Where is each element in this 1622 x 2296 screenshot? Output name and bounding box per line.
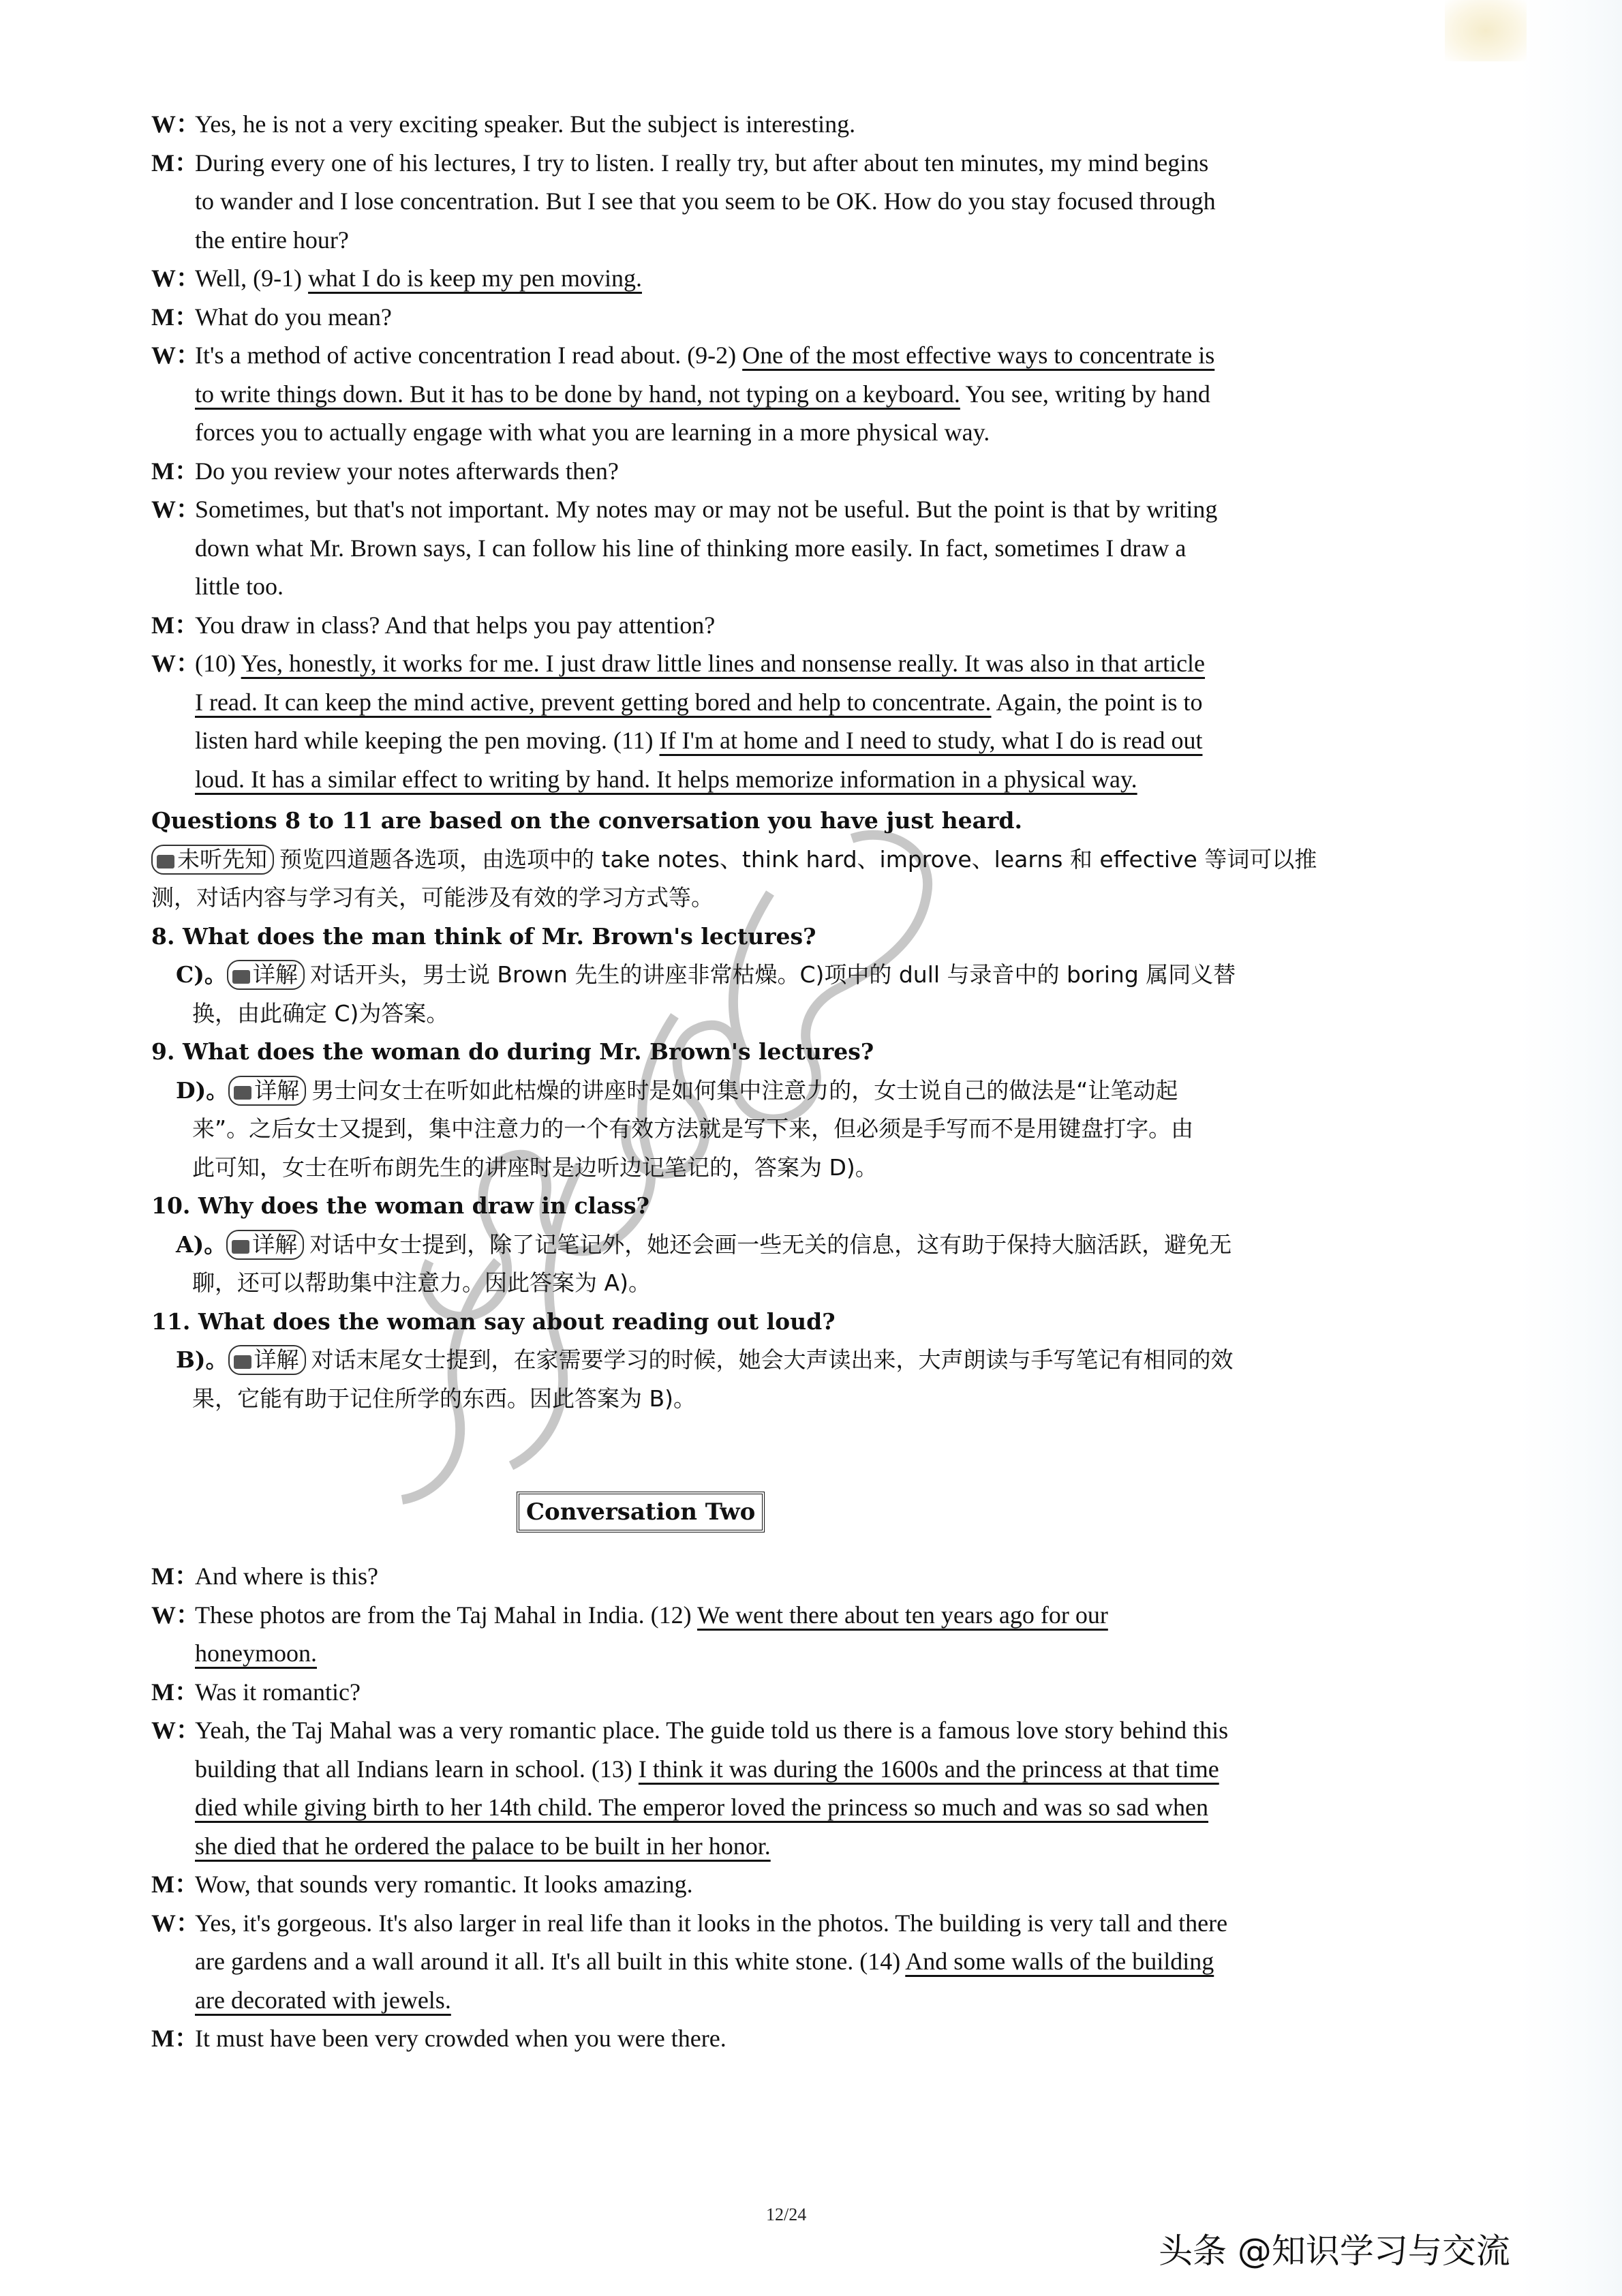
question-text: 8. What does the man think of Mr. Brown's lectures? [151, 922, 816, 950]
explanation-text: 对话末尾女士提到，在家需要学习的时候，她会大声读出来，大声朗读与手写笔记有相同的效 [311, 1346, 1234, 1373]
underlined-answer-text: she died that he ordered the palace to be built in her honor. [195, 1832, 771, 1860]
answer-letter: B)。 [176, 1346, 228, 1373]
folder-icon [234, 1086, 251, 1100]
speaker-label: M： [151, 303, 199, 331]
underlined-answer-text: what I do is keep my pen moving. [308, 265, 642, 292]
text-run: It's a method of active concentration I read about. (9-2) [195, 342, 743, 369]
text-run: (10) [195, 650, 241, 677]
speaker-label: M： [151, 1562, 199, 1590]
explanation-text: 来”。之后女士又提到，集中注意力的一个有效方法就是写下来，但必须是手写而不是用键盘打字。由 [192, 1115, 1194, 1142]
explanation-text: 对话开头，男士说 Brown 先生的讲座非常枯燥。C)项中的 dull 与录音中的 boring 属同义替 [309, 961, 1236, 988]
text-line [151, 882, 714, 913]
text-line [151, 921, 816, 952]
text-run: Sometimes, but that's not important. My notes may or may not be useful. But the point is that by writing [195, 496, 1218, 523]
explanation-text: 对话中女士提到，除了记笔记外，她还会画一些无关的信息，这有助于保持大脑活跃，避免无 [309, 1230, 1232, 1258]
speaker-label: W： [151, 265, 201, 292]
text-line [151, 533, 1186, 563]
text-line [151, 571, 284, 601]
text-run: to wander and I lose concentration. But I see that you seem to be OK. How do you stay focused through [195, 187, 1216, 215]
explanation-text: 聊，还可以帮助集中注意力。因此答案为 A)。 [192, 1269, 651, 1296]
text-run: Well, (9-1) [195, 265, 309, 292]
text-line [151, 186, 1216, 216]
text-run: Yeah, the Taj Mahal was a very romantic place. The guide told us there is a famous love story behind this [195, 1717, 1229, 1744]
folder-icon [232, 1240, 249, 1254]
text-line [151, 805, 1022, 836]
speaker-label: M： [151, 611, 199, 639]
folder-icon [157, 855, 174, 868]
text-line [151, 1561, 378, 1591]
explanation-text: 男士问女士在听如此枯燥的讲座时是如何集中注意力的，女士说自己的做法是“让笔动起 [311, 1076, 1178, 1104]
text-line [151, 456, 619, 486]
text-line [151, 1946, 1214, 1976]
text-line [151, 725, 1202, 755]
underlined-answer-text: died while giving birth to her 14th child. The emperor loved the princess so much and was so sad when [195, 1794, 1209, 1821]
explanation-tag: 详解 [228, 1076, 306, 1106]
explanation-text: 此可知，女士在听布朗先生的讲座时是边听边记笔记的，答案为 D)。 [192, 1153, 878, 1181]
text-line [151, 610, 715, 640]
text-line [176, 1344, 1234, 1375]
speaker-label: M： [151, 149, 199, 177]
text-line [176, 959, 1236, 990]
speaker-label: W： [151, 650, 201, 677]
question-text: 9. What does the woman do during Mr. Brown's lectures? [151, 1038, 874, 1065]
text-run: You draw in class? And that helps you pay attention? [195, 611, 716, 639]
speaker-label: W： [151, 1601, 201, 1629]
text-run: Again, the point is to [991, 688, 1203, 716]
underlined-answer-text: One of the most effective ways to concentrate is [742, 342, 1215, 369]
text-run: Wow, that sounds very romantic. It looks amazing. [195, 1871, 693, 1898]
speaker-label: W： [151, 1717, 201, 1744]
speaker-label: M： [151, 1871, 199, 1898]
preview-text: 测，对话内容与学习有关，可能涉及有效的学习方式等。 [151, 884, 714, 911]
text-line [151, 148, 1208, 178]
text-run: And where is this? [195, 1562, 378, 1590]
question-text: 10. Why does the woman draw in class? [151, 1192, 649, 1219]
text-line [151, 2023, 726, 2053]
text-line [151, 302, 392, 332]
speaker-label: W： [151, 342, 201, 369]
text-line [151, 1190, 649, 1221]
text-run: little too. [195, 573, 284, 600]
text-run: Yes, it's gorgeous. It's also larger in real life than it looks in the photos. The building is very tall and there [195, 1909, 1228, 1937]
text-line [192, 1113, 1193, 1144]
text-line [192, 1152, 878, 1183]
watermark-brand: 头条 @知识学习与交流 [1159, 2231, 1510, 2271]
text-line [151, 417, 990, 447]
underlined-answer-text: to write things down. But it has to be done by hand, not typing on a keyboard. [195, 380, 960, 408]
question-text: 11. What does the woman say about reading out loud? [151, 1308, 836, 1335]
text-line [151, 1306, 836, 1337]
underlined-answer-text: If I'm at home and I need to study, what I do is read out [659, 727, 1203, 754]
text-line [151, 494, 1217, 524]
text-line [151, 687, 1203, 717]
preview-tag: 未听先知 [151, 845, 274, 875]
text-run: During every one of his lectures, I try to listen. I really try, but after about ten minutes, my mind begins [195, 149, 1209, 177]
scan-stain [1445, 0, 1527, 61]
text-run: are gardens and a wall around it all. It's all built in this white stone. (14) [195, 1948, 906, 1975]
conversation-two-title: Conversation Two [517, 1492, 765, 1532]
speaker-label: M： [151, 2025, 199, 2052]
text-line [151, 263, 642, 293]
underlined-answer-text: And some walls of the building [905, 1948, 1214, 1975]
text-run: What do you mean? [195, 303, 392, 331]
text-line [151, 225, 349, 255]
speaker-label: M： [151, 457, 199, 485]
folder-icon [232, 970, 250, 984]
text-run: building that all Indians learn in school. (13) [195, 1755, 639, 1783]
text-run: down what Mr. Brown says, I can follow his line of thinking more easily. In fact, sometimes I draw a [195, 534, 1187, 562]
answer-letter: C)。 [176, 961, 227, 988]
page-number: 12/24 [766, 2205, 807, 2224]
explanation-tag: 详解 [226, 1230, 304, 1260]
text-run: listen hard while keeping the pen moving. (11) [195, 727, 660, 754]
speaker-label: W： [151, 496, 201, 523]
text-line [151, 1600, 1108, 1630]
underlined-answer-text: loud. It has a similar effect to writing by hand. It helps memorize information in a physical way. [195, 765, 1137, 793]
underlined-answer-text: We went there about ten years ago for our [697, 1601, 1108, 1629]
text-run: Yes, he is not a very exciting speaker. But the subject is interesting. [195, 110, 856, 138]
answer-letter: A)。 [176, 1230, 227, 1258]
text-run: Was it romantic? [195, 1678, 361, 1706]
text-line [151, 1036, 874, 1067]
text-line [151, 648, 1205, 678]
text-line [151, 1715, 1228, 1745]
text-line [151, 1985, 451, 2015]
text-line [151, 1677, 361, 1707]
scan-edge [1520, 0, 1622, 2296]
text-line [151, 1831, 771, 1861]
text-line [176, 1229, 1231, 1260]
text-line [151, 1754, 1219, 1784]
text-run: Do you review your notes afterwards then? [195, 457, 619, 485]
underlined-answer-text: are decorated with jewels. [195, 1986, 451, 2014]
preview-text: 预览四道题各选项，由选项中的 take notes、think hard、improve、learns 和 effective 等词可以推 [279, 845, 1317, 873]
questions-header: Questions 8 to 11 are based on the conversation you have just heard. [151, 807, 1022, 834]
underlined-answer-text: Yes, honestly, it works for me. I just draw little lines and nonsense really. It was also in that article [241, 650, 1206, 677]
text-line [151, 340, 1214, 370]
underlined-answer-text: I read. It can keep the mind active, prevent getting bored and help to concentrate. [195, 688, 992, 716]
explanation-tag: 详解 [228, 1345, 306, 1375]
text-line [192, 998, 448, 1029]
text-run: You see, writing by hand [960, 380, 1210, 408]
text-run: the entire hour? [195, 226, 349, 254]
text-line [151, 1638, 317, 1668]
speaker-label: W： [151, 110, 201, 138]
explanation-text: 换，由此确定 C)为答案。 [192, 999, 449, 1027]
text-line [151, 844, 1317, 875]
speaker-label: W： [151, 1909, 201, 1937]
text-run: These photos are from the Taj Mahal in India. (12) [195, 1601, 697, 1629]
explanation-tag: 详解 [227, 960, 305, 990]
speaker-label: M： [151, 1678, 199, 1706]
text-line [192, 1383, 696, 1414]
underlined-answer-text: I think it was during the 1600s and the princess at that time [638, 1755, 1219, 1783]
underlined-answer-text: honeymoon. [195, 1640, 317, 1667]
text-line [151, 1908, 1227, 1938]
text-line [192, 1267, 651, 1298]
text-line [151, 379, 1210, 409]
text-run: It must have been very crowded when you were there. [195, 2025, 726, 2052]
folder-icon [234, 1355, 251, 1369]
text-line [151, 109, 855, 139]
text-line [176, 1075, 1178, 1106]
text-line [151, 764, 1137, 794]
answer-letter: D)。 [176, 1076, 229, 1104]
text-line [151, 1792, 1208, 1822]
text-run: forces you to actually engage with what you are learning in a more physical way. [195, 419, 990, 446]
explanation-text: 果，它能有助于记住所学的东西。因此答案为 B)。 [192, 1385, 697, 1412]
text-line [151, 1869, 693, 1899]
